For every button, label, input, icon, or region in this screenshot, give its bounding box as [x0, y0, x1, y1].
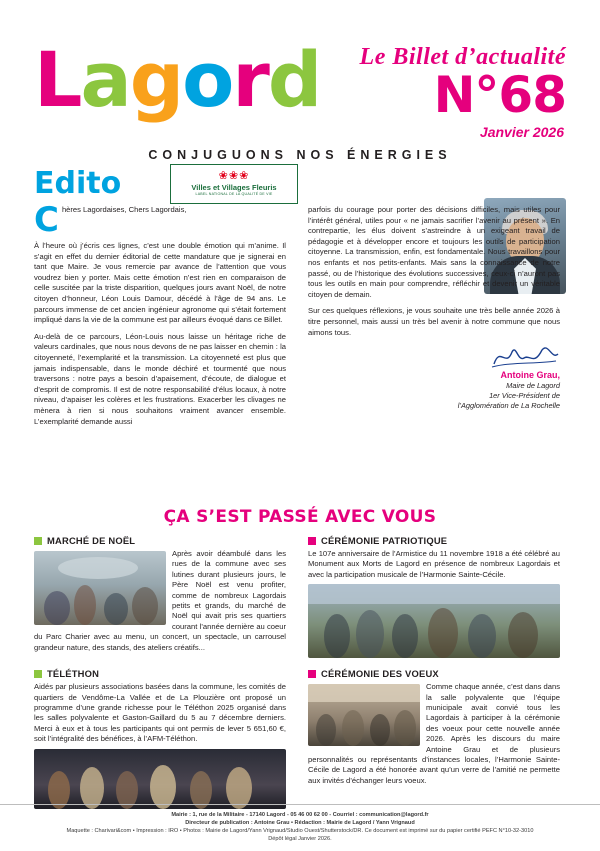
logo-letter-d: d: [267, 35, 321, 124]
badge-sublabel: LABEL NATIONAL DE LA QUALITÉ DE VIE: [195, 192, 273, 196]
lagord-logo: [34, 35, 321, 124]
handwritten-signature: [490, 344, 560, 370]
news-photo-telethon: [34, 749, 286, 809]
news-heading: [34, 668, 286, 679]
news-photo-ceremonie-des-voeux: [308, 684, 420, 746]
news-body: [308, 549, 560, 658]
logo-letter-L: L: [34, 35, 81, 124]
news-paragraph: Aidés par plusieurs associations basées dans la commune, les comités de quartiers de Vendôme-La Vallée et de La Plouzière ont proposé un programme d’une grande richesse pour le Téléthon 2025 organisé dans les salles polyvalente et Gaston-Gaillard du 5 au 7 décembre derniers. Merci à eux et à tous les participants qui ont permis de lever 5 651,60 €, soit l’intégralité des bénéfices, à l’AFM-Téléthon.: [34, 682, 286, 744]
edito-paragraph: Sur ces quelques réflexions, je vous souhaite une très belle année 2026 à titre personnel, mais aussi un très bel avenir à notre commune que nous aimons tous.: [308, 306, 560, 337]
news-body: [34, 682, 286, 808]
edito-greeting: hères Lagordaises, Chers Lagordais,: [61, 205, 187, 214]
square-bullet-icon: [34, 670, 42, 678]
signature-block: [308, 344, 560, 411]
news-item-telethon: [34, 668, 286, 808]
edito-title: Edito: [34, 166, 122, 201]
edito-section: [0, 166, 600, 505]
signature-role-1: Maire de Lagord: [506, 380, 560, 390]
square-bullet-icon: [308, 670, 316, 678]
issue-number: N°68: [433, 66, 566, 124]
news-paragraph: Comme chaque année, c’est dans dans la salle polyvalente que l’équipe municipale avait convié tous les Lagordais à participer à la cérémonie des voeux pour cette nouvelle année 2026. Après les discours du maire Antoine Grau et de plusieurs personnalités ou représentants d’instances locales, l’Harmonie Sainte-Cécile de Lagord a été honorée avant qu’un verre de l’amitié ne permette aux invités d’échanger leurs voeux.: [308, 682, 560, 785]
flower-icon: ❀❀❀: [218, 170, 250, 182]
news-heading: [308, 535, 560, 546]
news-item-marche-de-noel: [34, 535, 286, 658]
news-paragraph: Le 107e anniversaire de l’Armistice du 11 novembre 1918 a été célébré au Monument aux Morts de Lagord en présence de nombreux Lagordais et avec la participation musicale de l’Harmonie Sainte-Cécile.: [308, 549, 560, 579]
newsletter-header: [0, 0, 600, 160]
news-row-top: [34, 535, 566, 658]
footer-legal: Dépôt légal Janvier 2026.: [268, 836, 332, 842]
logo-letter-o: o: [182, 35, 233, 124]
drop-cap: C: [34, 200, 59, 240]
logo-letter-a: a: [80, 35, 130, 124]
edito-paragraph: À l’heure où j’écris ces lignes, c’est une double émotion qui m’anime. Il s’agit en effet du dernier éditorial de cette mandature que je signerai en tant que Maire. Je vous remercie par avance de l’attention que vous voudrez bien y porter. Mais cette émotion n’est rien en comparaison de celle suscitée par la triste disparition, quelques jours avant Noël, de notre citoyen d’honneur, Léon Louis Damour, décédé à l’âge de 94 ans. Le parcours immense de cet ancien ingénieur agronome qui s’était fortement impliqué dans la vie de la commune est par ailleurs évoqué dans ce Billet.: [34, 241, 286, 325]
signature-name: Antoine Grau,: [500, 370, 560, 381]
news-item-ceremonie-patriotique: [308, 535, 560, 658]
news-photo-ceremonie-patriotique: [308, 584, 560, 658]
logo-letter-g: g: [129, 35, 183, 124]
edito-columns: [34, 200, 566, 505]
villes-villages-fleuris-badge: [170, 164, 298, 204]
news-section: [0, 535, 600, 809]
edito-column-left: [34, 200, 286, 433]
edito-paragraph: [34, 200, 286, 240]
news-row-bottom: [34, 668, 566, 808]
signature-role-3: l’Agglomération de La Rochelle: [457, 400, 560, 410]
footer-publication: Directeur de publication : Antoine Grau • Rédaction : Mairie de Lagord / Yann Vrignaud: [185, 820, 415, 826]
news-heading: [34, 535, 286, 546]
footer-contact: Mairie : 1, rue de la Militaire - 17140 Lagord - 05 46 00 62 00 - Courriel : communication@lagord.fr: [171, 812, 429, 818]
news-photo-marche-de-noel: [34, 551, 166, 625]
issue-date: Janvier 2026: [479, 124, 564, 140]
news-title: MARCHÉ DE NOËL: [47, 535, 136, 546]
square-bullet-icon: [34, 537, 42, 545]
news-body: [34, 549, 286, 653]
section-heading: ÇA S’EST PASSÉ AVEC VOUS: [163, 507, 437, 527]
signature-role-2: 1er Vice-Président de: [489, 390, 560, 400]
news-paragraph: Après avoir déambulé dans les rues de la commune avec ses lutines durant plusieurs jours, le Père Noël est venu profiter, comme de nombreux Lagordais petits et grands, du marché de Noël qui avait pris ses quartiers courant l’année dernière au coeur du Parc Charier avec au menu, un concert, un spectacle, un carrousel grandeur nature, des stands, des ateliers créatifs...: [34, 549, 286, 652]
square-bullet-icon: [308, 537, 316, 545]
logo-letter-r: r: [232, 35, 268, 124]
news-item-ceremonie-des-voeux: [308, 668, 560, 808]
tagline: CONJUGUONS NOS ÉNERGIES: [148, 148, 452, 162]
edito-column-right: [308, 205, 560, 411]
news-body: [308, 682, 560, 786]
masthead-title: Le Billet d’actualité: [359, 44, 566, 70]
news-title: TÉLÉTHON: [47, 668, 100, 680]
page-footer: [0, 804, 600, 851]
footer-credits: Maquette : Charivari&com • Impression : IRO • Photos : Mairie de Lagord/Yann Vrignaud/Studio Ouest/Shutterstock/DR. Ce document est imprimé sur du papier certifié PEFC N°10-32-3010: [66, 828, 534, 834]
edito-paragraph: Au-delà de ce parcours, Léon-Louis nous laisse un héritage riche de valeurs cardinales, que nous nous devons de ne pas laisser en chemin : la citoyenneté, l’exemplarité et la transmission. La citoyenneté est plus que jamais indispensable, dans le monde déchiré et tourmenté que nous traversons : notre pays a besoin d’apaisement, d’écoute, de dialogue et d’esprit de compromis. Il est de notre responsabilité d’élus locaux, à notre niveau, d’apaiser les colères et les frustrations. Exacerber les clivages ne mènera à rien si nous souhaitons vraiment avancer ensemble. L’exemplarité demande aussi: [34, 331, 286, 426]
edito-paragraph: parfois du courage pour porter des décisions difficiles, mais utiles pour l’intérêt général, utiles pour « ne jamais sacrifier l’avenir au présent ». En contrepartie, les élus doivent s’astreindre à un exigeant travail de pédagogie et à développer encore et toujours les outils de participation citoyenne. La transmission, enfin, est fondamentale. Nous travaillons pour nos enfants et nos petits-enfants. Mais sans la connaissance de notre passé, ou de l’historique des évolutions successives, ceux-ci n’auront pas tous les outils en main pour comprendre, réfléchir et devenir un véritable citoyen de demain.: [308, 205, 560, 299]
badge-label: Villes et Villages Fleuris: [191, 183, 277, 192]
news-heading: [308, 668, 560, 679]
news-title: CÉRÉMONIE DES VOEUX: [321, 668, 439, 680]
news-title: CÉRÉMONIE PATRIOTIQUE: [321, 535, 448, 546]
